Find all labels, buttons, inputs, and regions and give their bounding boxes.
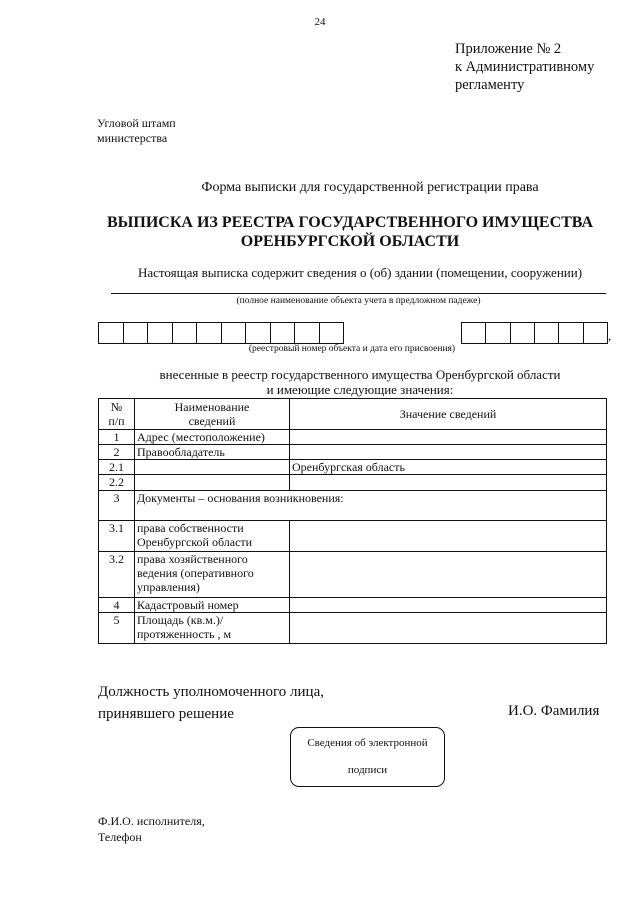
executor-name-label: Ф.И.О. исполнителя, (98, 814, 205, 828)
document-title (0, 213, 640, 251)
row-name[interactable] (135, 475, 290, 491)
row-number: 4 (99, 598, 135, 613)
form-title: Форма выписки для государственной регистрации права (201, 180, 539, 195)
registry-digit-cell[interactable] (222, 323, 247, 343)
object-name-caption: (полное наименование объекта учета в предложном падеже) (236, 296, 481, 306)
official-name: И.О. Фамилия (508, 703, 600, 719)
intro-text: Настоящая выписка содержит сведения о (об) здании (помещении, сооружении) (137, 265, 583, 280)
header-number: № п/п (99, 399, 135, 430)
registry-caption: (реестровый номер объекта и дата его присвоения) (248, 344, 456, 354)
registry-date-cell[interactable] (511, 323, 535, 343)
row-value[interactable] (290, 598, 607, 613)
registry-number-boxes[interactable] (98, 322, 344, 344)
appendix-line-2: к Административному (455, 59, 595, 75)
row-number: 5 (99, 613, 135, 644)
row-name: Документы – основания возникновения: (135, 491, 607, 521)
appendix-reference (455, 40, 594, 94)
row-value[interactable] (290, 613, 607, 644)
executor-info (98, 813, 205, 845)
page-number: 24 (314, 16, 326, 28)
document-title-line-1: ВЫПИСКА ИЗ РЕЕСТРА ГОСУДАРСТВЕННОГО ИМУЩЕСТВА (106, 214, 594, 231)
executor-phone-label: Телефон (98, 830, 142, 844)
registry-date-cell[interactable] (584, 323, 607, 343)
row-name[interactable] (135, 460, 290, 475)
registry-digit-cell[interactable] (124, 323, 149, 343)
e-signature-line-1: Сведения об электронной (307, 737, 428, 749)
row-number: 3 (99, 491, 135, 521)
stamp-line-1: Угловой штамп (97, 116, 176, 130)
official-position (98, 681, 324, 725)
row-number: 2.2 (99, 475, 135, 491)
row-name: Площадь (кв.м.)/ протяженность , м (135, 613, 290, 644)
registry-comma: , (608, 328, 612, 343)
table-header-row (99, 399, 607, 430)
header-name: Наименование сведений (135, 399, 290, 430)
row-number: 3.2 (99, 552, 135, 598)
registry-date-cell[interactable] (462, 323, 486, 343)
row-number: 3.1 (99, 521, 135, 552)
appendix-line-3: регламенту (455, 77, 525, 93)
entered-line-2: и имеющие следующие значения: (266, 382, 454, 397)
document-title-line-2: ОРЕНБУРГСКОЙ ОБЛАСТИ (240, 233, 460, 250)
registry-digit-cell[interactable] (271, 323, 296, 343)
header-value: Значение сведений (290, 399, 607, 430)
row-value[interactable] (290, 475, 607, 491)
data-table (98, 398, 607, 644)
table-row (99, 521, 607, 552)
row-value[interactable] (290, 445, 607, 460)
table-row (99, 598, 607, 613)
registry-date-cell[interactable] (559, 323, 583, 343)
table-row (99, 445, 607, 460)
registry-date-cell[interactable] (486, 323, 510, 343)
row-value[interactable]: Оренбургская область (290, 460, 607, 475)
row-value[interactable] (290, 521, 607, 552)
row-number: 2 (99, 445, 135, 460)
row-name: права хозяйственного ведения (оперативного управления) (135, 552, 290, 598)
row-value[interactable] (290, 552, 607, 598)
table-row (99, 613, 607, 644)
row-number: 2.1 (99, 460, 135, 475)
registry-date-cell[interactable] (535, 323, 559, 343)
registry-digit-cell[interactable] (197, 323, 222, 343)
appendix-line-1: Приложение № 2 (455, 41, 562, 57)
registry-digit-cell[interactable] (246, 323, 271, 343)
official-position-line-2: принявшего решение (98, 706, 234, 722)
official-position-line-1: Должность уполномоченного лица, (98, 684, 324, 700)
registry-digit-cell[interactable] (173, 323, 198, 343)
object-name-line[interactable] (111, 293, 606, 294)
row-name: права собственности Оренбургской области (135, 521, 290, 552)
row-name: Кадастровый номер (135, 598, 290, 613)
table-row (99, 552, 607, 598)
registry-digit-cell[interactable] (99, 323, 124, 343)
registry-digit-cell[interactable] (148, 323, 173, 343)
registry-digit-cell[interactable] (320, 323, 344, 343)
registry-date-boxes[interactable] (461, 322, 608, 344)
entered-line-1: внесенные в реестр государственного имущества Оренбургской области (159, 367, 561, 382)
row-number: 1 (99, 430, 135, 445)
e-signature-line-2: подписи (347, 764, 388, 776)
row-name: Правообладатель (135, 445, 290, 460)
table-row (99, 475, 607, 491)
table-row (99, 430, 607, 445)
stamp-line-2: министерства (97, 131, 168, 145)
corner-stamp-note (97, 116, 176, 146)
table-row (99, 491, 607, 521)
electronic-signature-box (290, 727, 445, 787)
table-row (99, 460, 607, 475)
row-value[interactable] (290, 430, 607, 445)
entered-text (0, 367, 640, 397)
row-name: Адрес (местоположение) (135, 430, 290, 445)
registry-digit-cell[interactable] (295, 323, 320, 343)
